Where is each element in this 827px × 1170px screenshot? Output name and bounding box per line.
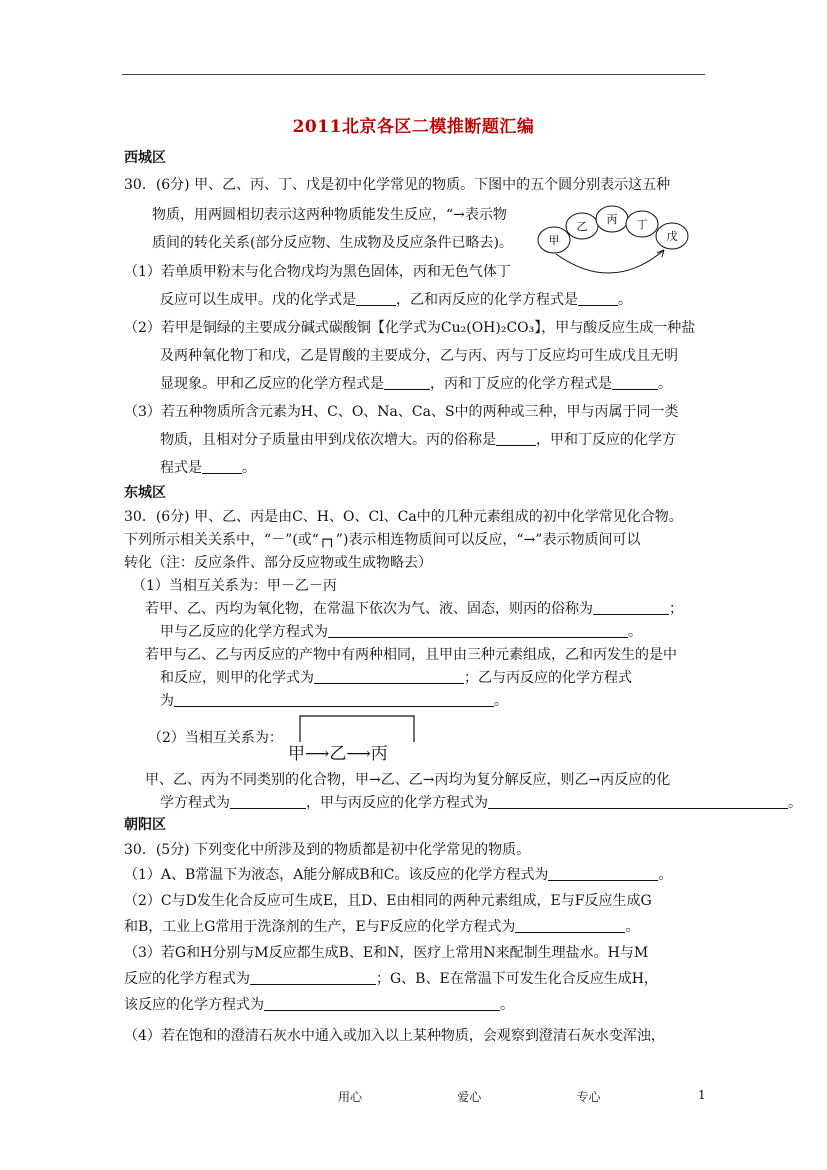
xc-line: 物质，用两圆相切表示这两种物质能发生反应，“→表示物: [152, 207, 507, 223]
circle-jia: [538, 227, 570, 253]
dc-line: [160, 622, 642, 642]
dc-line: （2）当相互关系为：: [148, 730, 283, 746]
text: 。: [494, 693, 508, 709]
xc-line: [160, 290, 632, 310]
circle-label: 乙: [576, 220, 588, 233]
xc-line: [160, 458, 256, 478]
dc-line: [160, 668, 632, 688]
xc-line: （1）若单质甲粉末与化合物戊均为黑色固体，丙和无色气体丁: [124, 264, 511, 280]
xc-line: 30．(6分) 甲、乙、丙、丁、戊是初中化学常见的物质。下图中的五个圆分别表示这五种: [124, 177, 671, 193]
relation-yi: 乙: [329, 744, 347, 764]
header-rule: [122, 74, 705, 75]
text: 。: [500, 997, 514, 1013]
text: 学方程式为: [160, 795, 230, 811]
xc-line: （3）若五种物质所含元素为H、C、O、Na、Ca、S中的两种或三种，甲与丙属于同一类: [124, 404, 679, 420]
cy-line: [124, 969, 658, 989]
relation-bing: 丙: [370, 744, 388, 764]
cy-line: 30．(5分) 下列变化中所涉及到的物质都是初中化学常见的物质。: [124, 842, 531, 858]
circle-ding: [626, 211, 658, 237]
section-heading-dongcheng: 东城区: [124, 485, 166, 501]
answer-blank[interactable]: [356, 291, 396, 306]
answer-blank[interactable]: [264, 996, 500, 1011]
dc-line: （1）当相互关系为：甲－乙－丙: [132, 578, 337, 594]
page-title: 2011北京各区二模推断题汇编: [292, 117, 535, 137]
section-heading-chaoyang: 朝阳区: [124, 817, 166, 833]
arrow-icon: ⟶: [346, 744, 371, 764]
answer-blank[interactable]: [250, 970, 376, 985]
answer-blank[interactable]: [488, 794, 788, 809]
text: 。: [658, 376, 672, 392]
dc-line: 甲、乙、丙为不同类别的化合物，甲→乙、乙→丙均为复分解反应，则乙→丙反应的化: [145, 772, 671, 788]
answer-blank[interactable]: [578, 291, 618, 306]
text: 。: [628, 624, 642, 640]
text: 。: [625, 919, 640, 935]
dc-line: 转化（注：反应条件、部分反应物或生成物略去）: [124, 555, 432, 571]
text: 该反应的化学方程式为: [124, 997, 264, 1013]
xc-line: （2）若甲是铜绿的主要成分碱式碳酸铜【化学式为Cu₂(OH)₂CO₃】，甲与酸反应生成一种盐: [124, 320, 696, 336]
circle-label: 甲: [548, 234, 560, 247]
text: ，甲与丙反应的化学方程式为: [306, 795, 488, 811]
circle-yi: [566, 213, 598, 239]
answer-blank[interactable]: [202, 459, 242, 474]
text: ；G、B、E在常温下可发生化合反应生成H，: [376, 971, 658, 987]
xc-line: 质间的转化关系(部分反应物、生成物及反应条件已略去)。: [152, 235, 513, 251]
cy-line: （3）若G和H分别与M反应都生成B、E和N，医疗上常用N来配制生理盐水。H与M: [124, 945, 649, 961]
answer-blank[interactable]: [314, 669, 464, 684]
xc-line: [160, 430, 676, 450]
text: 。: [658, 867, 673, 883]
text: 物质，且相对分子质量由甲到戊依次增大。丙的俗称是: [160, 432, 496, 448]
text: 。: [618, 292, 632, 308]
text: ，丙和丁反应的化学方程式是: [430, 376, 612, 392]
text: ；: [669, 601, 683, 617]
circle-bing: [596, 206, 628, 232]
cy-line: （4）若在饱和的澄清石灰水中通入或加入以上某种物质，会观察到澄清石灰水变浑浊，: [124, 1028, 665, 1044]
answer-blank[interactable]: [515, 918, 625, 933]
dc-line: [160, 691, 508, 711]
cy-line: [124, 917, 639, 937]
answer-blank[interactable]: [612, 375, 658, 390]
text: 和B，工业上G常用于洗涤剂的生产，E与F反应的化学方程式为: [124, 919, 516, 935]
dc-line: [145, 599, 683, 619]
text: 若甲、乙、丙均为氧化物，在常温下依次为气、液、固态，则丙的俗称为: [145, 601, 593, 617]
cy-line: [124, 995, 514, 1015]
page-number: 1: [698, 1088, 706, 1102]
text: 为: [160, 693, 174, 709]
relation-row: [288, 739, 388, 764]
transform-arrow: [556, 250, 664, 273]
text: 显现象。甲和乙反应的化学方程式是: [160, 376, 384, 392]
arrow-icon: ⟶: [305, 744, 330, 764]
circles-diagram: [532, 204, 692, 284]
text: ；乙与丙反应的化学方程式: [464, 670, 632, 686]
cy-line: （2）C与D发生化合反应可生成E，且D、E由相同的两种元素组成，E与F反应生成G: [124, 893, 652, 909]
relation-jia: 甲: [288, 744, 305, 764]
cy-line: [124, 865, 672, 885]
answer-blank[interactable]: [496, 431, 536, 446]
footer-motto: 用心 爱心 专心: [338, 1090, 601, 1104]
dc-line: 若甲与乙、乙与丙反应的产物中有两种相同，且甲由三种元素组成，乙和丙发生的是中: [145, 647, 677, 663]
text: 。: [788, 795, 802, 811]
answer-blank[interactable]: [230, 794, 306, 809]
xc-line: 及两种氧化物丁和戊，乙是胃酸的主要成分，乙与丙、丙与丁反应均可生成戊且无明: [160, 348, 678, 364]
text: （1）A、B常温下为液态，A能分解成B和C。该反应的化学方程式为: [124, 867, 549, 883]
text: 程式是: [160, 460, 202, 476]
dc-line: [160, 793, 802, 813]
text: 和反应，则甲的化学式为: [160, 670, 314, 686]
text: 甲与乙反应的化学方程式为: [160, 624, 328, 640]
answer-blank[interactable]: [384, 375, 430, 390]
text: ，甲和丁反应的化学方: [536, 432, 676, 448]
text: 反应可以生成甲。戊的化学式是: [160, 292, 356, 308]
answer-blank[interactable]: [548, 866, 658, 881]
text: 反应的化学方程式为: [124, 971, 250, 987]
circle-label: 丙: [606, 213, 618, 226]
text: ，乙和丙反应的化学方程式是: [396, 292, 578, 308]
dc-line: 下列所示相关关系中，“－”(或“┌┐”)表示相连物质间可以反应，“→”表示物质间可以: [124, 532, 641, 548]
circle-wu: [656, 223, 688, 249]
answer-blank[interactable]: [593, 600, 669, 615]
circle-label: 戊: [666, 230, 678, 243]
xc-line: [160, 374, 672, 394]
answer-blank[interactable]: [328, 623, 628, 638]
answer-blank[interactable]: [174, 692, 494, 707]
section-heading-xicheng: 西城区: [124, 150, 166, 166]
dc-line: 30．(6分) 甲、乙、丙是由C、H、O、Cl、Ca中的几种元素组成的初中化学常见化合物。: [124, 509, 683, 525]
circle-label: 丁: [636, 218, 648, 231]
text: 。: [242, 460, 256, 476]
